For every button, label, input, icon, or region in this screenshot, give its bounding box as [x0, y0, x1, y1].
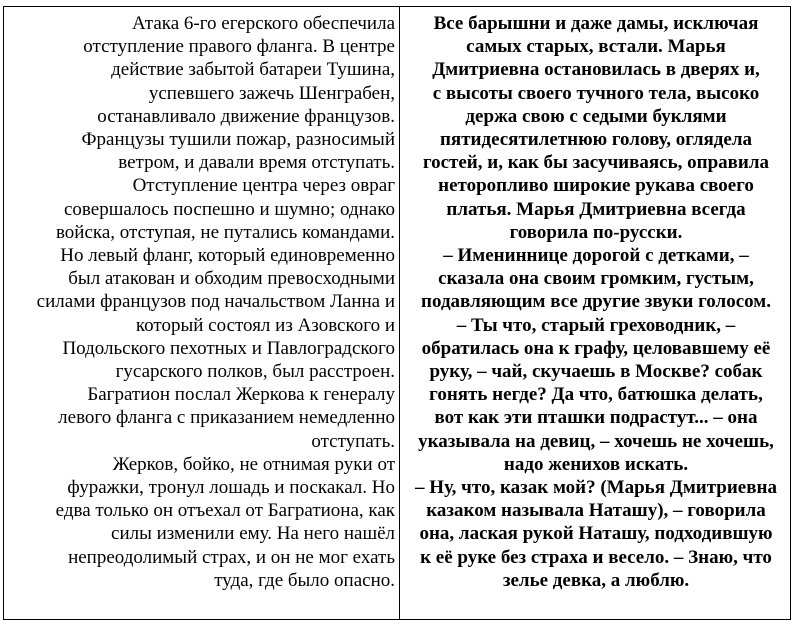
right-column-line: самых старых, встали. Марья: [466, 36, 726, 58]
left-column-line: силы изменили ему. На него нашёл: [111, 523, 395, 545]
right-column-line: обратилась она к графу, целовавшему её: [421, 337, 771, 359]
two-column-text-table: [3, 6, 791, 620]
right-column-line: зелье девка, а люблю.: [502, 569, 690, 591]
right-column-line: говорила по-русски.: [509, 221, 683, 243]
left-column-line: Подольского пехотных и Павлоградского: [62, 337, 395, 359]
right-column: [400, 7, 790, 619]
left-column-line: Багратион послал Жеркова к генералу: [87, 384, 395, 406]
right-column-line: сказала она своим громким, густым,: [438, 268, 754, 290]
left-column-line: гусарского полков, был расстроен.: [115, 361, 395, 383]
left-column-line: действие забытой батареи Тушина,: [111, 59, 395, 81]
left-column-line: силами французов под начальством Ланна и: [36, 291, 395, 313]
right-column-line: – Имениннице дорогой с детками, –: [443, 245, 749, 267]
left-column-line: Но левый фланг, который единовременно: [60, 245, 395, 267]
right-column-line: гонять негде? Да что, батюшка делать,: [429, 384, 763, 406]
right-column-line: к её руке без страха и весело. – Знаю, что: [420, 546, 772, 568]
left-column-line: едва только он отъехал от Багратиона, как: [55, 500, 395, 522]
right-column-line: – Ну, что, казак мой? (Марья Дмитриевна: [415, 477, 777, 499]
right-column-line: руку, – чай, скучаешь в Москве? собак: [429, 361, 763, 383]
left-column-line: левого фланга с приказанием немедленно: [58, 407, 395, 429]
right-column-line: держа свою с седыми буклями: [465, 105, 727, 127]
left-column-line: ветром, и давали время отступать.: [118, 152, 395, 174]
left-column-line: отступление правого фланга. В центре: [83, 36, 395, 58]
right-column-line: указывала на девиц, – хочешь не хочешь,: [418, 430, 774, 452]
right-column-line: Дмитриевна остановилась в дверях и,: [432, 59, 760, 81]
left-column-line: совершалось поспешно и шумно; однако: [64, 198, 395, 220]
right-column-line: гостей, и, как бы засучиваясь, оправила: [422, 152, 770, 174]
right-column-line: надо женихов искать.: [503, 453, 689, 475]
left-column-line: успевшего зажечь Шенграбен,: [148, 82, 395, 104]
left-column-line: Жерков, бойко, не отнимая руки от: [112, 453, 395, 475]
right-column-line: платья. Марья Дмитриевна всегда: [446, 198, 746, 220]
right-column-line: неторопливо широкие рукава своего: [438, 175, 754, 197]
right-column-line: с высоты своего тучного тела, высоко: [432, 82, 760, 104]
left-column-line: фуражки, тронул лошадь и поскакал. Но: [67, 477, 395, 499]
right-column-line: Все барышни и даже дамы, исключая: [433, 13, 759, 34]
right-column-line: – Ты что, старый греховодник, –: [456, 314, 736, 336]
left-column-line: непреодолимый страх, и он не мог ехать: [68, 546, 395, 568]
left-column-line: Атака 6-го егерского обеспечила: [132, 13, 395, 34]
left-column-line: который состоял из Азовского и: [135, 314, 395, 336]
left-column-line: останавливало движение французов.: [97, 105, 395, 127]
left-column: [4, 7, 400, 619]
right-column-line: она, лаская рукой Наташу, подходившую: [419, 523, 773, 545]
left-column-line: туда, где было опасно.: [214, 569, 395, 591]
right-column-line: пятидесятилетнюю голову, оглядела: [439, 129, 753, 151]
left-column-line: Отступление центра через овраг: [132, 175, 395, 197]
left-column-line: отступать.: [311, 430, 395, 452]
right-column-line: вот как эти пташки подрастут... – она: [434, 407, 758, 429]
right-column-line: казаком называла Наташу), – говорила: [426, 500, 766, 522]
left-column-line: войска, отступая, не путались командами.: [55, 221, 395, 243]
left-column-line: был атакован и обходим превосходными: [68, 268, 395, 290]
right-column-line: подавляющим все другие звуки голосом.: [421, 291, 771, 313]
left-column-line: Французы тушили пожар, разносимый: [81, 129, 395, 151]
